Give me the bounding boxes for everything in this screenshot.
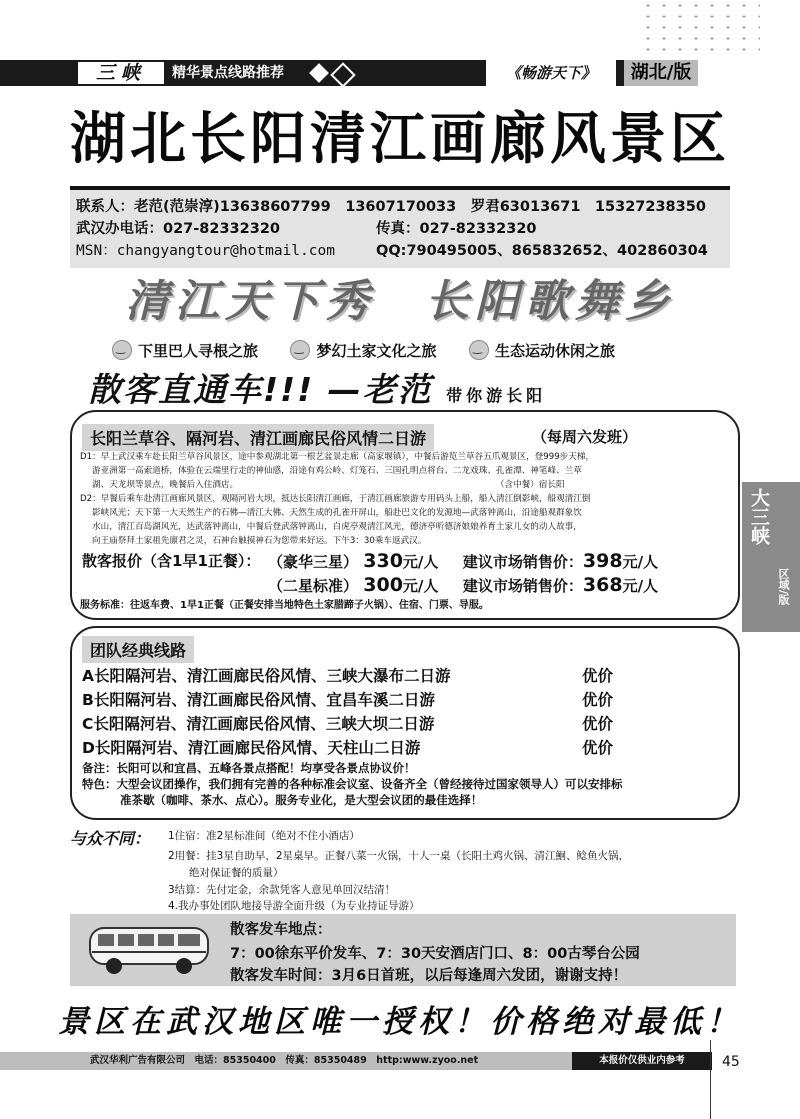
trip-weekly: （每周六发班） xyxy=(532,428,638,446)
departure-locations: 7：00徐东平价发车、7：30天安酒店门口、8：00古琴台公园 xyxy=(230,946,640,962)
departure-time: 散客发车时间：3月6日首班，以后每逢周六发团，谢谢支持！ xyxy=(230,968,628,984)
market-label: 建议市场销售价： xyxy=(462,577,583,595)
route-name: B长阳隔河岩、清江画廊民俗风情、宜昌车溪二日游 xyxy=(82,691,435,709)
difference-item: 4.我办事处团队地接导游全面升级（为专业持证导游） xyxy=(168,900,420,912)
side-tab-title: 大三峡 xyxy=(748,488,770,545)
header-subtitle: 精华景点线路推荐 xyxy=(172,65,284,81)
smiley-icon xyxy=(112,340,132,360)
difference-item: 2用餐：挂3星自助早，2星桌早。正餐八菜一火锅，十人一桌（长阳土鸡火锅、清江鮰、鲶鱼火锅， xyxy=(168,850,630,862)
itinerary-line: D1：早上武汉乘车赴长阳兰草谷风景区，途中参观湖北第一根艺盆景走廊（高家堰镇），中餐后游览兰草谷五爪观景区，登999步天梯， xyxy=(80,452,595,462)
group-box xyxy=(70,626,740,820)
group-feature: 特色：大型会议团操作，我们拥有完善的各种标准会议室、设备齐全（曾经接待过国家领导人）可以安排标 xyxy=(82,777,623,791)
smiley-icon xyxy=(469,340,489,360)
page-number: 45 xyxy=(722,1054,740,1070)
difference-title: 与众不同： xyxy=(70,829,151,848)
trip-box xyxy=(70,410,740,620)
difference-item: 绝对保证餐的质量） xyxy=(168,867,284,879)
contact-line-2-right: 传真：027-82332320 xyxy=(376,221,537,237)
bottom-slogan: 景区在武汉地区唯一授权！价格绝对最低！ xyxy=(58,1004,742,1040)
footer-note: 本报价仅供业内参考 xyxy=(572,1052,712,1070)
contact-msn: MSN：changyangtour@hotmail.com xyxy=(76,243,335,259)
itinerary-line: 湖、天龙坝等景点，晚餐后入住酒店。 （含中餐）宿长阳 xyxy=(92,480,565,490)
itinerary-line: 游亚洲第一高索道桥，体验在云端里行走的神仙感，沿途有鸡公岭、灯笼石、三国孔明点将台、二龙戏珠、孔雀潭、神笔峰、兰草 xyxy=(92,466,582,476)
price-row xyxy=(268,574,658,596)
express-heading xyxy=(88,364,546,411)
tour-theme: 梦幻土家文化之旅 xyxy=(316,342,437,360)
smiley-icon xyxy=(290,340,310,360)
price-row xyxy=(268,550,658,572)
price-unit: 元/人 xyxy=(402,577,439,595)
route-price: 优价 xyxy=(582,739,614,757)
price-tier: （豪华三星） xyxy=(268,553,359,571)
route-name: C长阳隔河岩、清江画廊民俗风情、三峡大坝二日游 xyxy=(82,715,435,733)
group-heading: 团队经典线路 xyxy=(82,636,194,663)
price-value: 300 xyxy=(363,574,403,596)
route-price: 优价 xyxy=(582,715,614,733)
itinerary-line: 向王庙祭拜土家祖先廪君之灵，石神台触摸神石为您带来好运。下午3：30乘车返武汉。 xyxy=(92,536,427,546)
market-label: 建议市场销售价： xyxy=(462,553,583,571)
footer-company: 武汉华利广告有限公司 电话：85350400 传真：85350489 http:www.zyoo.net xyxy=(90,1055,479,1066)
difference-item: 3结算：先付定金，余款凭客人意见单回汉结清！ xyxy=(168,884,396,896)
trip-heading: 长阳兰草谷、隔河岩、清江画廊民俗风情二日游 xyxy=(82,424,434,451)
group-note: 备注：长阳可以和宜昌、五峰各景点搭配！均享受各景点协议价！ xyxy=(82,761,416,775)
route-name: D长阳隔河岩、清江画廊民俗风情、天柱山二日游 xyxy=(82,739,421,757)
itinerary-line: 水山，清江百岛湖风光，达武落钟离山，中餐后登武落钟离山，白虎亭观清江风光，德济亭听德济娘娘养育土家儿女的动人故事， xyxy=(92,522,582,532)
group-route xyxy=(82,712,614,734)
dot-pattern xyxy=(640,0,760,55)
express-tail: 带你游长阳 xyxy=(446,386,547,405)
market-price: 368 xyxy=(582,574,623,596)
divider xyxy=(710,1040,711,1119)
price-tier: （二星标准） xyxy=(268,577,359,595)
departure-panel xyxy=(70,914,736,986)
market-unit: 元/人 xyxy=(622,553,659,571)
contact-line-2-left: 武汉办电话：027-82332320 xyxy=(76,221,280,237)
express-main: 散客直通车!!! —老范 xyxy=(88,370,433,409)
route-name: A长阳隔河岩、清江画廊民俗风情、三峡大瀑布二日游 xyxy=(82,667,451,685)
region-label: 湖北/版 xyxy=(624,60,698,86)
difference-item: 1住宿：准2星标准间（绝对不住小酒店） xyxy=(168,830,360,842)
market-price: 398 xyxy=(582,550,623,572)
departure-title: 散客发车地点： xyxy=(230,922,332,938)
side-tab-subtitle: 区域/版 xyxy=(777,568,790,606)
price-unit: 元/人 xyxy=(402,553,439,571)
tour-themes xyxy=(112,340,615,361)
group-feature: 准茶歇（咖啡、茶水、点心）。服务专业化，是大型会议团的最佳选择！ xyxy=(120,793,483,807)
header-logo: 三峡 xyxy=(78,62,164,84)
contact-line-1: 联系人：老范(范崇淳)13638607799 13607170033 罗君63013671 15327238350 xyxy=(76,199,706,215)
route-price: 优价 xyxy=(582,691,614,709)
tour-theme: 下里巴人寻根之旅 xyxy=(138,342,259,360)
route-price: 优价 xyxy=(582,667,614,685)
itinerary-line: 影峡风光；天下第一大天然生产的石佛—清江大佛、天然生成的孔雀开屏山，船赴巴文化的发源地—武落钟离山，沿途船观群象饮 xyxy=(92,508,582,518)
magazine-name: 《畅游天下》 xyxy=(486,60,616,86)
market-unit: 元/人 xyxy=(622,577,659,595)
itinerary-line: D2：早餐后乘车赴清江画廊风景区，观隔河岩大坝，抵达长阳清江画廊，于清江画廊旅游专用码头上船，船入清江倒影峡，船观清江倒 xyxy=(80,494,591,504)
side-tab xyxy=(742,482,800,632)
contact-panel xyxy=(70,186,730,268)
price-label: 散客报价（含1早1正餐）： xyxy=(82,552,261,570)
tour-theme: 生态运动休闲之旅 xyxy=(494,342,615,360)
service-standard: 服务标准：往返车费、1早1正餐（正餐安排当地特色土家腊蹄子火锅）、住宿、门票、导服。 xyxy=(80,600,489,611)
price-value: 330 xyxy=(363,550,403,572)
group-route xyxy=(82,664,614,686)
contact-qq: QQ:790495005、865832652、402860304 xyxy=(376,243,708,259)
slogan: 清江天下秀 长阳歌舞乡 xyxy=(125,276,675,327)
bus-icon xyxy=(84,922,214,978)
group-route xyxy=(82,688,614,710)
group-route xyxy=(82,736,614,758)
page-title: 湖北长阳清江画廊风景区 xyxy=(70,107,730,172)
